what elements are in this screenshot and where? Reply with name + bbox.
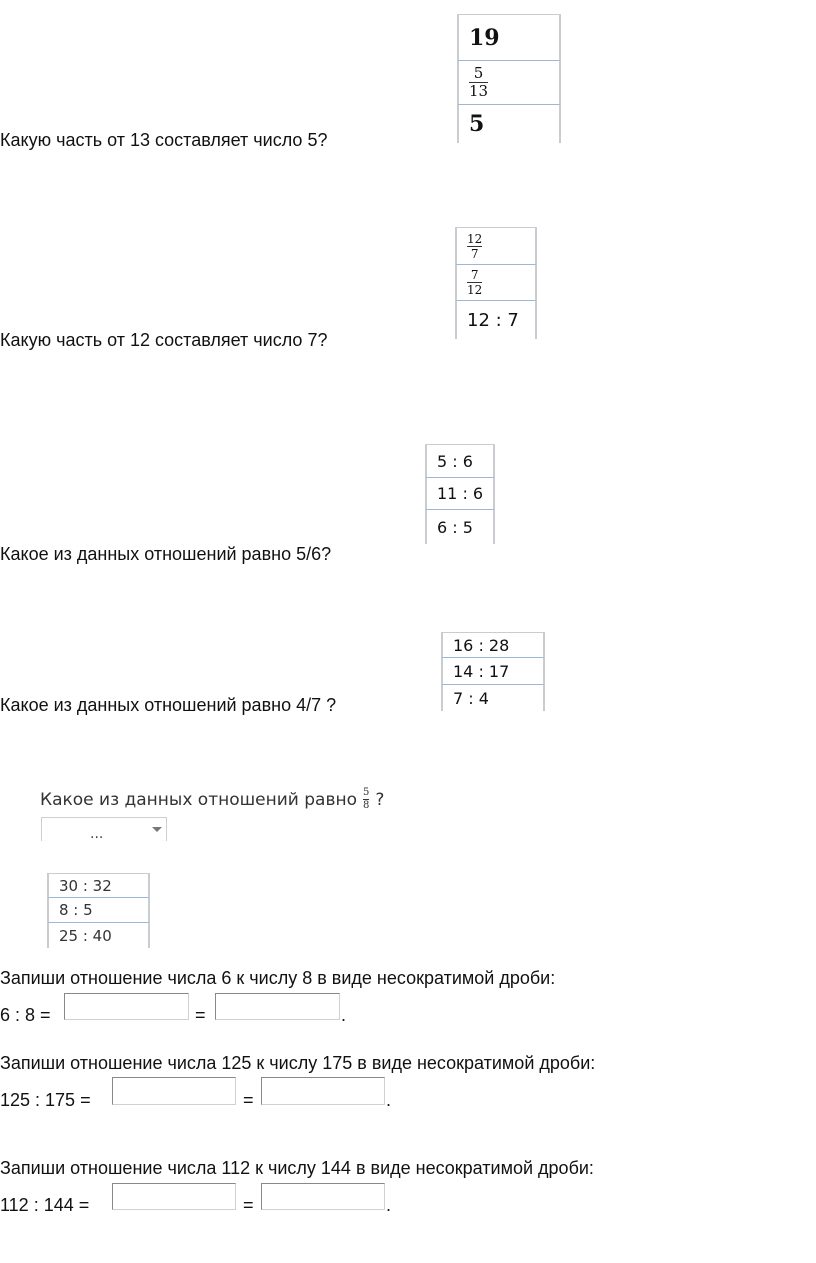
fraction-denominator: 7 xyxy=(470,246,479,261)
option-label: 5 : 6 xyxy=(437,451,473,471)
exercise-1-text: Запиши отношение числа 6 к числу 8 в виде несократимой дроби: xyxy=(0,968,556,988)
option-19[interactable] xyxy=(457,14,561,61)
option-14-17[interactable] xyxy=(441,658,545,685)
question-4-options[interactable] xyxy=(441,632,545,711)
fraction xyxy=(467,269,482,296)
option-25-40[interactable] xyxy=(47,923,150,948)
question-1-text: Какую часть от 13 составляет число 5? xyxy=(0,130,328,150)
option-16-28[interactable] xyxy=(441,632,545,658)
question-2-options[interactable] xyxy=(455,227,537,339)
option-6-5[interactable] xyxy=(425,510,495,544)
option-label: 8 : 5 xyxy=(59,901,93,919)
answer-input-3b[interactable] xyxy=(261,1183,385,1210)
fraction-denominator: 13 xyxy=(469,82,489,100)
equals-sign: = xyxy=(243,1195,254,1215)
option-5-6[interactable] xyxy=(425,444,495,478)
question-5-options[interactable] xyxy=(47,873,150,948)
equals-sign: = xyxy=(243,1090,254,1110)
period: . xyxy=(386,1090,392,1110)
question-1-options[interactable] xyxy=(457,14,561,143)
option-fraction-7-12[interactable] xyxy=(455,265,537,301)
option-label: 14 : 17 xyxy=(453,661,510,681)
exercise-1-lhs: 6 : 8 = xyxy=(0,1005,51,1025)
option-label: 12 : 7 xyxy=(467,309,519,331)
question-4-text: Какое из данных отношений равно 4/7 ? xyxy=(0,695,337,715)
fraction xyxy=(363,788,369,811)
question-2-text: Какую часть от 12 составляет число 7? xyxy=(0,330,328,350)
fraction-numerator: 12 xyxy=(467,231,483,246)
question-5-suffix: ? xyxy=(375,789,385,810)
option-5[interactable] xyxy=(457,105,561,143)
exercise-2-lhs: 125 : 175 = xyxy=(0,1090,91,1110)
fraction-numerator: 7 xyxy=(470,268,479,282)
fraction xyxy=(467,233,482,260)
option-fraction-5-13[interactable] xyxy=(457,61,561,105)
question-3-options[interactable] xyxy=(425,444,495,544)
period: . xyxy=(386,1195,392,1215)
option-label: 19 xyxy=(469,24,500,51)
option-12-7[interactable] xyxy=(455,301,537,339)
question-3-text: Какое из данных отношений равно 5/6? xyxy=(0,544,332,564)
option-label: 25 : 40 xyxy=(59,926,112,945)
option-label: 16 : 28 xyxy=(453,635,510,655)
exercise-3-text: Запиши отношение числа 112 к числу 144 в виде несократимой дроби: xyxy=(0,1158,594,1178)
option-7-4[interactable] xyxy=(441,685,545,711)
option-label: 7 : 4 xyxy=(453,688,489,708)
exercise-2-text: Запиши отношение числа 125 к числу 175 в виде несократимой дроби: xyxy=(0,1053,596,1073)
option-fraction-12-7[interactable] xyxy=(455,227,537,265)
option-label: 30 : 32 xyxy=(59,876,112,895)
fraction-numerator: 5 xyxy=(363,787,370,798)
option-8-5[interactable] xyxy=(47,898,150,923)
option-label: 5 xyxy=(469,111,485,137)
exercise-3-lhs: 112 : 144 = xyxy=(0,1195,90,1215)
fraction-denominator: 12 xyxy=(467,283,483,297)
period: . xyxy=(341,1005,347,1025)
fraction-denominator: 8 xyxy=(363,800,370,811)
option-11-6[interactable] xyxy=(425,478,495,510)
dropdown-value: ... xyxy=(90,826,104,842)
question-5-text xyxy=(40,788,384,811)
answer-dropdown[interactable] xyxy=(41,817,167,841)
fraction-numerator: 5 xyxy=(473,64,484,82)
fraction xyxy=(469,66,488,99)
answer-input-2b[interactable] xyxy=(261,1077,385,1105)
question-5-label: Какое из данных отношений равно xyxy=(40,789,357,810)
chevron-down-icon xyxy=(152,827,162,832)
answer-input-2a[interactable] xyxy=(112,1077,236,1105)
answer-input-1b[interactable] xyxy=(215,993,340,1020)
option-30-32[interactable] xyxy=(47,873,150,898)
answer-input-1a[interactable] xyxy=(64,993,189,1020)
answer-input-3a[interactable] xyxy=(112,1183,236,1210)
option-label: 11 : 6 xyxy=(437,484,484,503)
equals-sign: = xyxy=(195,1005,206,1025)
option-label: 6 : 5 xyxy=(437,517,473,537)
